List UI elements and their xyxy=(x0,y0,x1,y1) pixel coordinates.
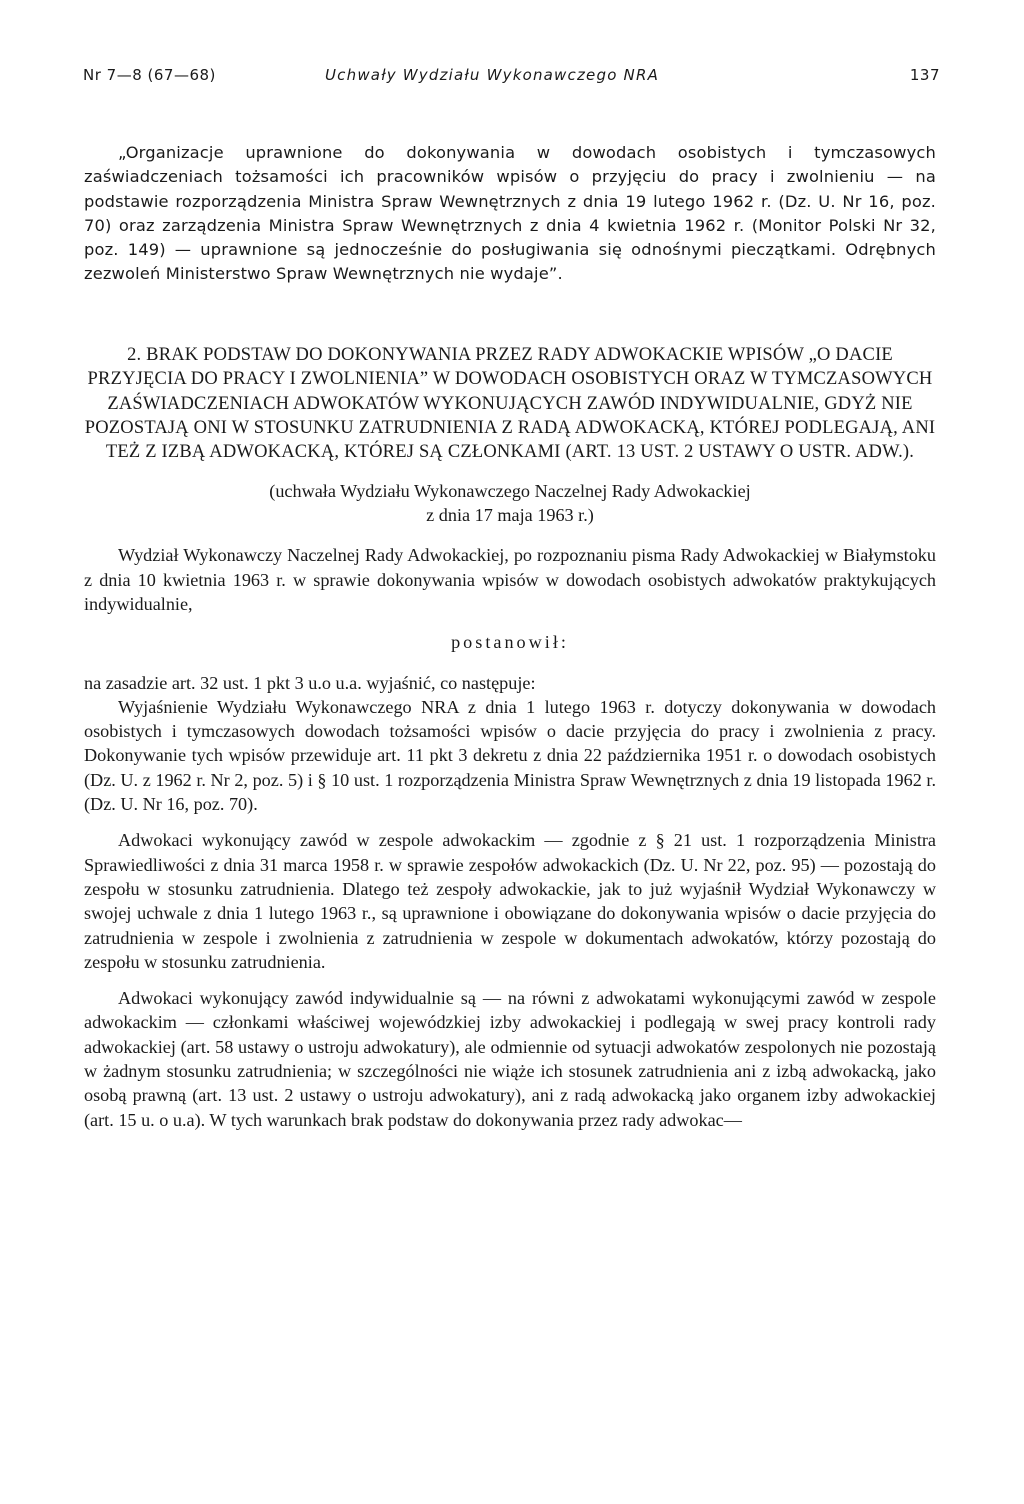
individual-advocates-paragraph: Adwokaci wykonujący zawód indywidualnie są — na równi z adwokatami wykonującymi zawód w zespole adwokackim — członkami właściwej wojewódzkiej izby adwokackiej i podlegają w swej pracy kontroli rady adwokackiej (art. 58 ustawy o ustroju adwokatury), ale odmiennie od sytuacji adwokatów zespolonych nie pozostają w żadnym stosunku zatrudnienia; w szczególności nie wiąże ich stosunek zatrudnienia ani z izbą adwokacką, jako osobą prawną (art. 13 ust. 2 ustawy o ustroju adwokatury), ani z radą adwokacką jako organem izby adwokackiej (art. 15 u. o u.a). W tych warunkach brak podstaw do dokonywania przez rady adwokac— xyxy=(84,988,936,1130)
resolution-source xyxy=(84,479,936,528)
running-header xyxy=(83,66,940,90)
page-number: 137 xyxy=(909,66,940,84)
decided-heading: postanowił: xyxy=(451,632,569,653)
team-advocates-paragraph: Adwokaci wykonujący zawód w zespole adwokackim — zgodnie z § 21 ust. 1 rozporządzenia Ministra Sprawiedliwości z dnia 31 marca 1958 r. w sprawie zespołów adwokackich (Dz. U. Nr 22, poz. 95) — pozostają do zespołu w stosunku zatrudnienia. Dlatego też zespoły adwokackie, jak to już wyjaśnił Wydział Wykonawczy w swojej uchwale z dnia 1 lutego 1963 r., są uprawnione i obowiązane do dokonywania wpisów o dacie przyjęcia do zatrudnienia w zespole i zwolnienia z zatrudnienia w zespole w dokumentach adwokatów, którzy pozostają do zespołu w stosunku zatrudnienia. xyxy=(84,830,936,972)
page-body xyxy=(84,141,936,1132)
explanation-paragraph: Wyjaśnienie Wydziału Wykonawczego NRA z dnia 1 lutego 1963 r. dotyczy dokonywania w dowodach osobistych i tymczasowych dowodach tożsamości wpisów o dacie przyjęcia do pracy i zwolnienia z pracy. Dokonywanie tych wpisów przewiduje art. 11 pkt 3 dekretu z dnia 22 października 1951 r. o dowodach osobistych (Dz. U. z 1962 r. Nr 2, poz. 5) i § 10 ust. 1 rozporządzenia Ministra Spraw Wewnętrznych z dnia 19 listopada 1962 r. (Dz. U. Nr 16, poz. 70). xyxy=(84,696,936,815)
legal-basis: na zasadzie art. 32 ust. 1 pkt 3 u.o u.a. wyjaśnić, co następuje: xyxy=(84,672,536,693)
decree-intro: Wydział Wykonawczy Naczelnej Rady Adwokackiej, po rozpoznaniu pisma Rady Adwokackiej w Białymstoku z dnia 10 kwietnia 1963 r. w sprawie dokonywania wpisów w dowodach osobistych adwokatów praktykujących indywidualnie, xyxy=(84,545,936,614)
section-heading: 2. BRAK PODSTAW DO DOKONYWANIA PRZEZ RADY ADWOKACKIE WPISÓW „O DACIE PRZYJĘCIA DO PRACY I ZWOLNIENIA” W DOWODACH OSOBISTYCH ORAZ W TYMCZASOWYCH ZAŚWIADCZENIACH ADWOKATÓW WYKONUJĄCYCH ZAWÓD INDYWIDUALNIE, GDYŻ NIE POZOSTAJĄ ONI W STOSUNKU ZATRUDNIENIA Z RADĄ ADWOKACKĄ, KTÓREJ PODLEGAJĄ, ANI TEŻ Z IZBĄ ADWOKACKĄ, KTÓREJ SĄ CZŁONKAMI (ART. 13 UST. 2 USTAWY O USTR. ADW.). xyxy=(84,344,936,463)
running-title: Uchwały Wydziału Wykonawczego NRA xyxy=(325,66,660,84)
resolution-source-line-1: (uchwała Wydziału Wykonawczego Naczelnej Rady Adwokackiej xyxy=(269,480,751,501)
issue-number: Nr 7—8 (67—68) xyxy=(83,66,216,84)
resolution-source-line-2: z dnia 17 maja 1963 r.) xyxy=(426,505,594,526)
quoted-paragraph: „Organizacje uprawnione do dokonywania w dowodach osobistych i tymczasowych zaświadczeniach tożsamości ich pracowników wpisów o przyjęciu do pracy i zwolnieniu — na podstawie rozporządzenia Ministra Spraw Wewnętrznych z dnia 19 lutego 1962 r. (Dz. U. Nr 16, poz. 70) oraz zarządzenia Ministra Spraw Wewnętrznych z dnia 4 kwietnia 1962 r. (Monitor Polski Nr 32, poz. 149) — uprawnione są jednocześnie do posługiwania się odnośnymi pieczątkami. Odrębnych zezwoleń Ministerstwo Spraw Wewnętrznych nie wydaje”. xyxy=(84,143,936,284)
